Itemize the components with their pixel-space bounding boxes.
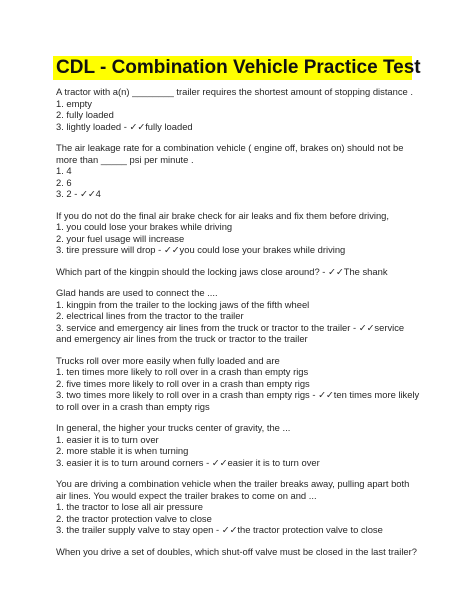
page-title: CDL - Combination Vehicle Practice Test — [56, 57, 421, 78]
answer-line: 3. the trailer supply valve to stay open - ✓✓the tractor protection valve to close — [56, 524, 383, 535]
answer-line: 2. five times more likely to roll over in a crash than empty rigs — [56, 377, 310, 389]
question-block — [56, 287, 428, 345]
question-block — [56, 210, 428, 256]
answer-line: 3. 2 - ✓✓4 — [56, 188, 101, 199]
answer-line: more than _____ psi per minute . — [56, 153, 194, 165]
answer-line: 2. 6 — [56, 176, 72, 188]
answer-line: 3. tire pressure will drop - ✓✓you could lose your brakes while driving — [56, 244, 346, 255]
answer-line: 2. fully loaded — [56, 109, 114, 120]
question-block — [56, 478, 428, 536]
answer-line: 1. empty — [56, 97, 92, 109]
answer-line: 2. your fuel usage will increase — [56, 232, 185, 244]
questions-list — [56, 86, 428, 567]
question-text: If you do not do the final air brake check for air leaks and fix them before driving, — [56, 209, 389, 221]
question-block — [56, 546, 428, 558]
answer-line: 3. two times more likely to roll over in a crash than empty rigs - ✓✓ten times more likely — [56, 389, 420, 400]
question-text: Which part of the kingpin should the locking jaws close around? - ✓✓The shank — [56, 265, 388, 277]
question-text: When you drive a set of doubles, which shut-off valve must be closed in the last trailer? — [56, 545, 417, 557]
question-block — [56, 142, 428, 200]
answer-line: air lines. You would expect the trailer brakes to come on and ... — [56, 489, 317, 501]
question-text: The air leakage rate for a combination vehicle ( engine off, brakes on) should not be — [56, 142, 404, 153]
answer-line: 1. you could lose your brakes while driving — [56, 221, 233, 232]
answer-line: 1. kingpin from the trailer to the locking jaws of the fifth wheel — [56, 298, 310, 310]
answer-line: and emergency air lines from the truck or tractor to the trailer — [56, 333, 308, 344]
answer-line: 1. 4 — [56, 165, 72, 176]
question-block — [56, 266, 428, 278]
answer-line: 2. more stable it is when turning — [56, 445, 189, 456]
question-text: A tractor with a(n) ________ trailer requires the shortest amount of stopping distance . — [56, 86, 413, 97]
answer-line: 1. ten times more likely to roll over in a crash than empty rigs — [56, 366, 309, 377]
answer-line: 3. service and emergency air lines from the truck or tractor to the trailer - ✓✓service — [56, 321, 405, 333]
question-block — [56, 355, 428, 413]
answer-line: 3. lightly loaded - ✓✓fully loaded — [56, 120, 193, 132]
answer-line: 3. easier it is to turn around corners - ✓✓easier it is to turn over — [56, 456, 320, 468]
answer-line: 2. the tractor protection valve to close — [56, 512, 212, 524]
answer-line: 1. easier it is to turn over — [56, 433, 159, 445]
question-text: Trucks roll over more easily when fully loaded and are — [56, 354, 280, 366]
question-block — [56, 86, 428, 132]
question-block — [56, 422, 428, 468]
question-text: Glad hands are used to connect the .... — [56, 287, 218, 298]
answer-line: 1. the tractor to lose all air pressure — [56, 501, 203, 512]
question-text: You are driving a combination vehicle when the trailer breaks away, pulling apart both — [56, 478, 410, 489]
answer-line: to roll over in a crash than empty rigs — [56, 400, 210, 412]
answer-line: 2. electrical lines from the tractor to the trailer — [56, 310, 244, 321]
question-text: In general, the higher your trucks center of gravity, the ... — [56, 422, 291, 433]
